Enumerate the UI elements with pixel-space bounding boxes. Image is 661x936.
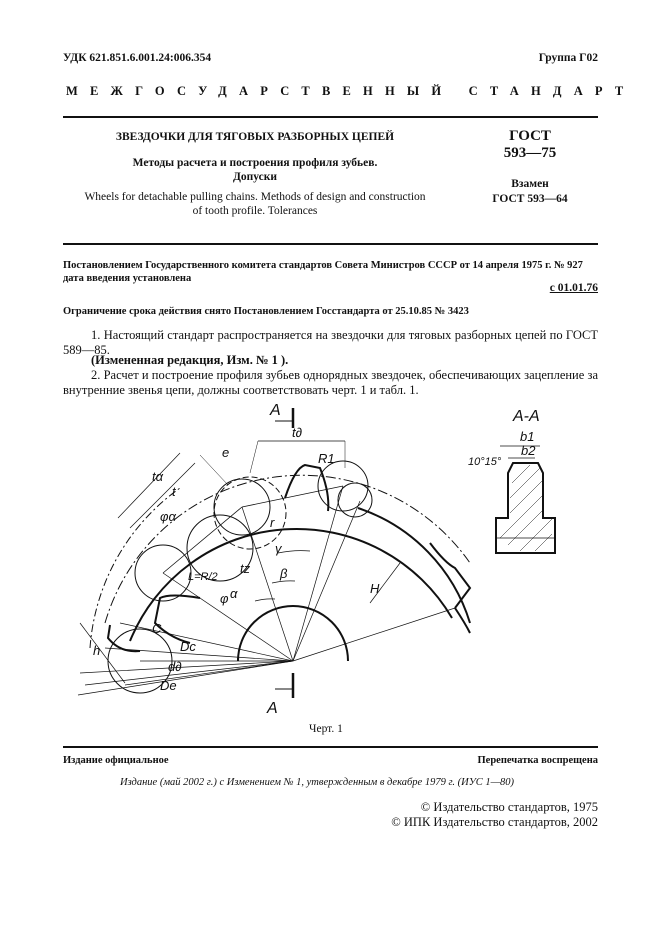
label-gamma: γ [275, 541, 282, 556]
title-en-1: Wheels for detachable pulling chains. Methods of design and construction [84, 191, 426, 203]
section-label-top: A [270, 402, 281, 419]
subtitle-ru-2: Допуски [232, 171, 278, 183]
title-rule [63, 243, 598, 245]
label-phi: φ [220, 591, 229, 606]
label-h-big: H [370, 581, 380, 596]
label-r1: R1 [318, 451, 335, 466]
label-t-d: t∂ [292, 425, 303, 440]
figure-caption: Черт. 1 [309, 723, 343, 735]
decree-line-2: дата введения установлена [63, 273, 192, 284]
label-r: r [270, 515, 275, 530]
reprint-forbidden: Перепечатка воспрещена [477, 755, 598, 766]
udk-code: УДК 621.851.6.001.24:006.354 [63, 52, 212, 64]
label-dc: Dc [180, 639, 196, 654]
title-en-2: of tooth profile. Tolerances [192, 205, 318, 217]
label-tz: tz [240, 561, 251, 576]
introduction-date: с 01.01.76 [549, 282, 598, 294]
paragraph-1-amendment: (Измененная редакция, Изм. № 1 ). [91, 353, 289, 367]
section-label-bottom: A [267, 700, 278, 717]
label-de: De [160, 678, 177, 693]
standard-type: МЕЖГОСУДАРСТВЕННЫЙ СТАНДАРТ [66, 84, 636, 98]
label-l: L=R/2 [188, 571, 218, 583]
label-t: t [172, 484, 176, 499]
title-ru: ЗВЕЗДОЧКИ ДЛЯ ТЯГОВЫХ РАЗБОРНЫХ ЦЕПЕЙ [115, 131, 395, 143]
label-t-a: tα [152, 469, 164, 484]
replaces-number: ГОСТ 593—64 [492, 193, 568, 205]
header-rule [63, 116, 598, 118]
footer-rule [63, 746, 598, 748]
label-phi-alpha: φα [160, 509, 176, 524]
decree-line-1: Постановлением Государственного комитета стандартов Совета Министров СССР от 14 апреля 1975 г. № 927 [63, 260, 583, 271]
gost-number: 593—75 [503, 145, 557, 161]
label-e: e [222, 445, 230, 460]
paragraph-1: 1. Настоящий стандарт распространяется на звездочки для тяговых разборных цепей по ГОСТ 589—85. [63, 328, 598, 357]
label-b1: b1 [520, 429, 535, 444]
limitation-note: Ограничение срока действия снято Постановлением Госстандарта от 25.10.85 № 3423 [63, 306, 469, 317]
label-h: h [93, 643, 101, 658]
sprocket-drawing [60, 393, 605, 738]
label-c: C [152, 621, 162, 636]
subtitle-ru-1: Методы расчета и построения профиля зубьев. [132, 157, 378, 169]
paragraph-2: 2. Расчет и построение профиля зубьев однорядных звездочек, обеспечивающих зацепление за внутренние звенья цепи, должны соответствовать черт. 1 и табл. 1. [63, 368, 598, 397]
official-edition: Издание официальное [63, 755, 169, 766]
label-alpha: α [230, 586, 238, 601]
label-beta: β [280, 566, 288, 581]
replaces-label: Взамен [511, 178, 549, 190]
label-b2: b2 [521, 443, 536, 458]
gost-label: ГОСТ [509, 128, 551, 144]
label-angle: 10°15° [468, 456, 502, 468]
copyright-1975: © Издательство стандартов, 1975 [420, 800, 598, 814]
group-code: Группа Г02 [538, 52, 598, 64]
section-title: A-A [513, 408, 540, 425]
edition-note: Издание (май 2002 г.) с Изменением № 1, утвержденным в декабре 1979 г. (ИУС 1—80) [120, 777, 515, 788]
copyright-2002: © ИПК Издательство стандартов, 2002 [391, 815, 598, 829]
label-d-d: d∂ [168, 659, 182, 674]
